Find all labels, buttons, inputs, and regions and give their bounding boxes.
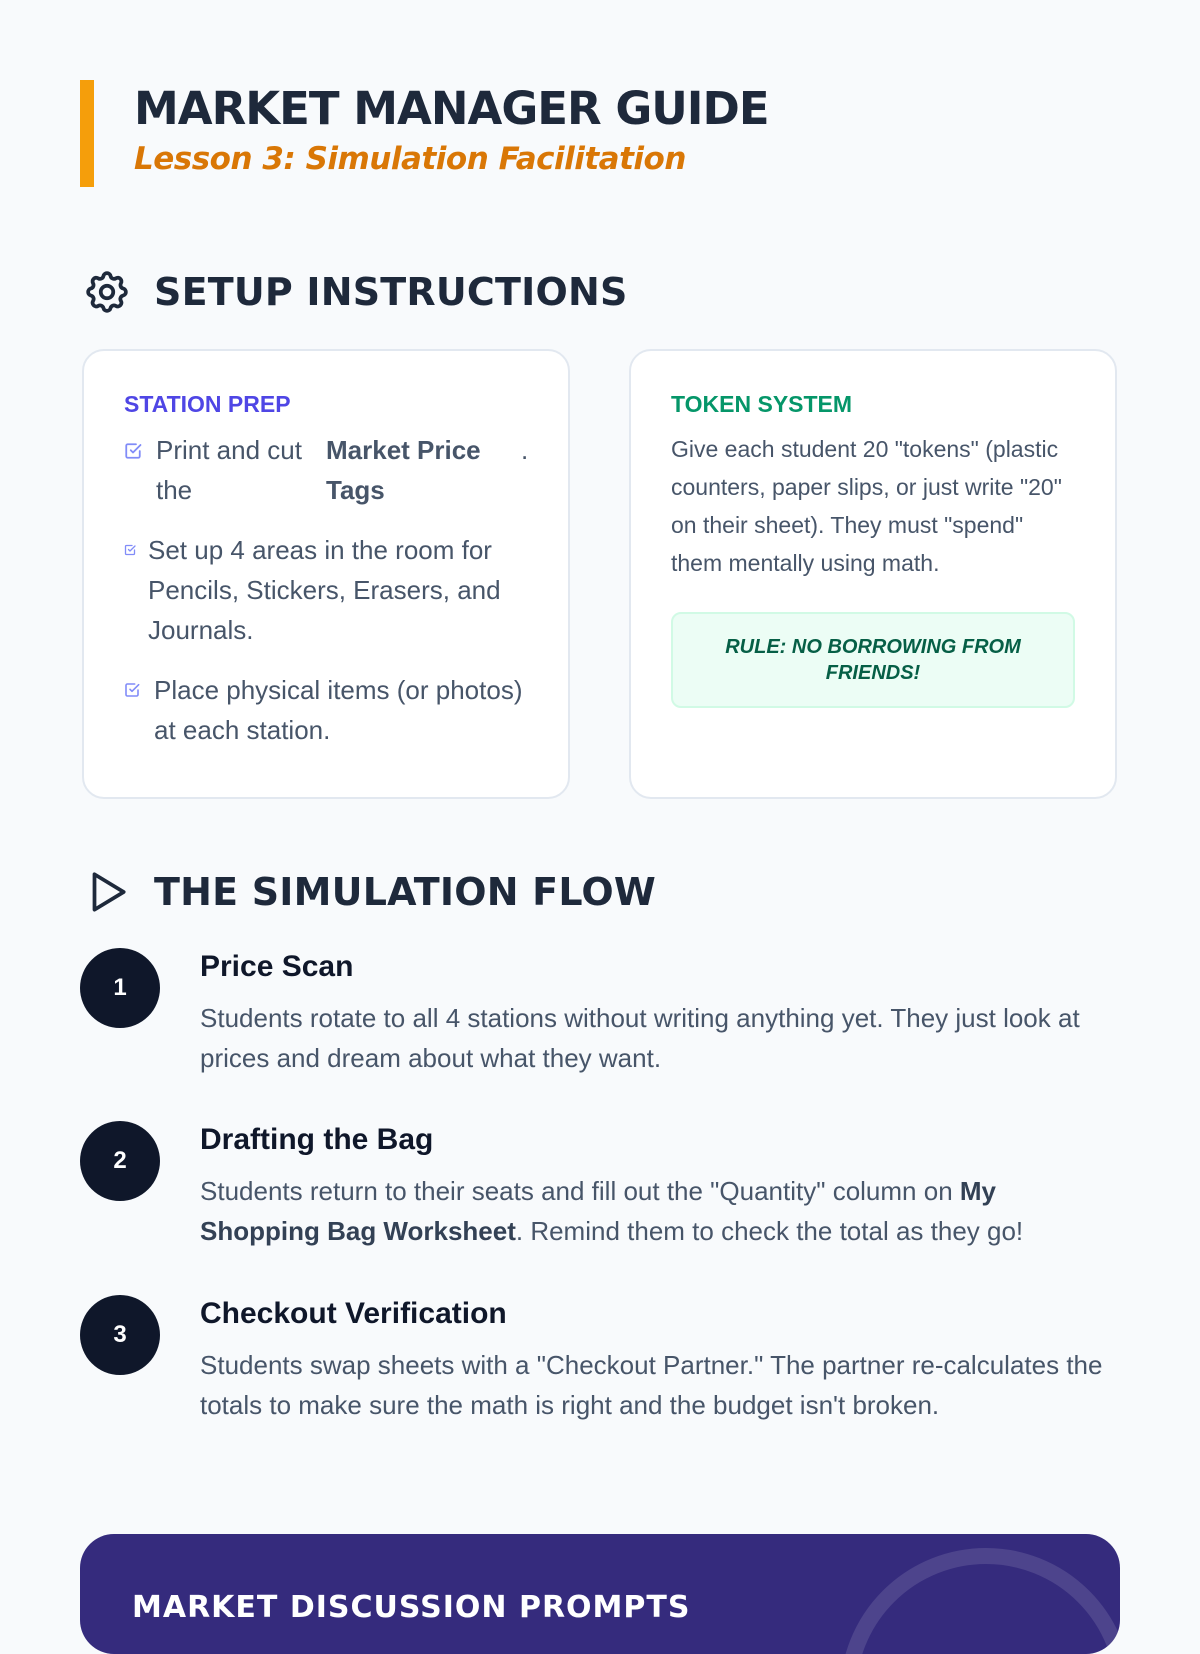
worksheet-name: My Shopping Bag Worksheet — [200, 1176, 997, 1246]
play-icon — [82, 867, 132, 917]
checklist-item — [124, 430, 528, 510]
flow-section-title: THE SIMULATION FLOW — [154, 870, 656, 914]
step-description-text: Students return to their seats and fill out the "Quantity" column on — [200, 1176, 960, 1206]
discussion-banner — [80, 1534, 1120, 1654]
step-number-badge: 3 — [80, 1295, 160, 1375]
setup-section-header — [82, 267, 628, 317]
step-number-badge: 2 — [80, 1121, 160, 1201]
step-description: Students swap sheets with a "Checkout Partner." The partner re-calculates the totals to make sure the math is right and the budget isn't broken. — [200, 1350, 1103, 1420]
checklist-item-text: Set up 4 areas in the room for Pencils, Stickers, Erasers, and Journals. — [148, 535, 501, 645]
step-description — [200, 1171, 1120, 1251]
token-system-card — [629, 349, 1117, 799]
step-title: Price Scan — [200, 950, 354, 983]
banner-title: MARKET DISCUSSION PROMPTS — [132, 1590, 691, 1625]
decorative-circle — [840, 1548, 1120, 1654]
checklist-item-text: Place physical items (or photos) at each station. — [154, 675, 523, 745]
setup-section-title: SETUP INSTRUCTIONS — [154, 270, 628, 314]
step-number-badge: 1 — [80, 948, 160, 1028]
market-price-tags-label: Market Price Tags — [326, 435, 481, 505]
step-description-text: . Remind them to check the total as they go! — [515, 1216, 1024, 1246]
station-prep-heading: STATION PREP — [124, 391, 291, 417]
checkbox-icon — [124, 442, 142, 460]
checkbox-icon — [124, 544, 136, 556]
checklist-item — [124, 530, 528, 650]
station-prep-checklist — [124, 430, 528, 750]
step-description: Students rotate to all 4 stations without writing anything yet. They just look at prices and dream about what they want. — [200, 1003, 1080, 1073]
page-title: MARKET MANAGER GUIDE — [134, 82, 769, 135]
gear-icon — [82, 267, 132, 317]
flow-section-header — [82, 867, 656, 917]
checkbox-icon — [124, 682, 140, 698]
step-title: Checkout Verification — [200, 1297, 507, 1330]
station-prep-card — [82, 349, 570, 799]
checklist-item-text — [156, 430, 528, 510]
page-header — [80, 80, 769, 187]
token-system-heading: TOKEN SYSTEM — [671, 391, 853, 417]
checklist-item-text-part: Print and cut the — [156, 435, 302, 505]
rule-callout: RULE: NO BORROWING FROM FRIENDS! — [671, 612, 1075, 708]
step-title: Drafting the Bag — [200, 1123, 434, 1156]
checklist-item — [124, 670, 528, 750]
checklist-item-text-part: . — [521, 435, 529, 465]
token-system-text: Give each student 20 "tokens" (plastic counters, paper slips, or just write "20" on their sheet). They must "spend" them mentally using math. — [671, 436, 1062, 576]
page-subtitle: Lesson 3: Simulation Facilitation — [134, 141, 686, 177]
